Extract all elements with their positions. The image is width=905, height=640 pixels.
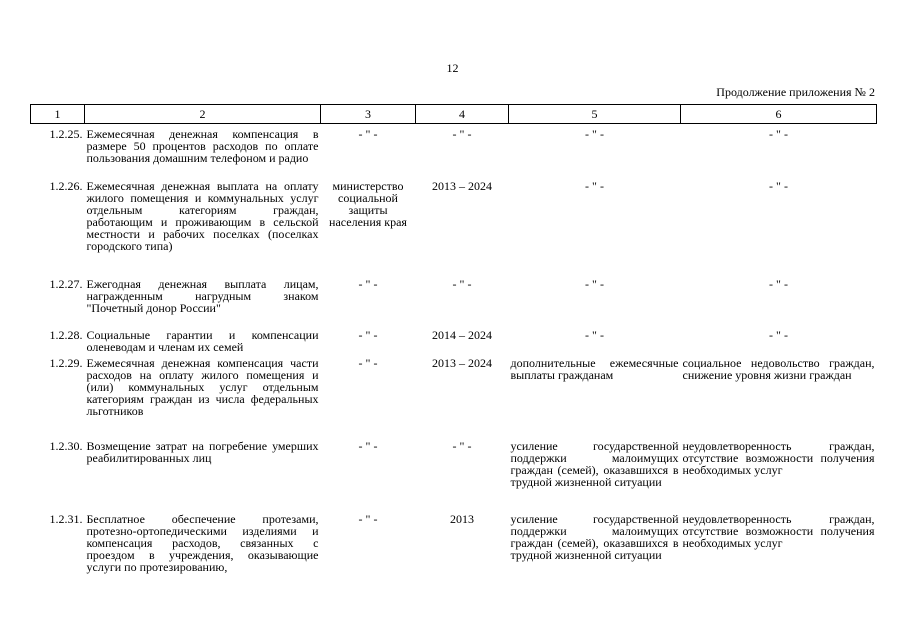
non-implementation-consequences: - " - (769, 328, 788, 342)
column-header-1: 1 (31, 105, 85, 124)
non-implementation-consequences: неудовлетворенность граждан, отсутствие возможности получения необходимых услуг (682, 512, 875, 550)
responsible-executor: - " - (358, 512, 378, 526)
non-implementation-consequences: - " - (769, 179, 788, 193)
non-implementation-consequences: - " - (769, 127, 788, 141)
measure-name: Бесплатное обеспечение протезами, протезно-ортопедическими изделиями и компенсация расходов, связанных с проездом в учреждения, оказывающие услуги по протезированию, (86, 512, 319, 574)
measure-name: Возмещение затрат на погребение умерших реабилитированных лиц (86, 439, 319, 465)
non-implementation-consequences: - " - (769, 277, 788, 291)
appendix-continuation-note: Продолжение приложения № 2 (716, 85, 875, 99)
measure-name: Ежемесячная денежная выплата на оплату жилого помещения и коммунальных услуг отдельным категориям граждан, работающим и проживающим в сельской местности и рабочих поселках (поселках городского типа) (86, 179, 319, 253)
table-row (31, 512, 877, 573)
measure-name: Ежегодная денежная выплата лицам, награжденным нагрудным знаком "Почетный донор России" (86, 277, 319, 315)
expected-result: - " - (585, 277, 604, 291)
implementation-period: 2013 – 2024 (432, 356, 492, 370)
table-row (31, 440, 877, 512)
measure-name: Ежемесячная денежная компенсация в размере 50 процентов расходов по оплате пользования домашним телефоном и радио (86, 127, 319, 165)
table-row (31, 329, 877, 357)
expected-result: - " - (585, 179, 604, 193)
row-number: 1.2.26. (49, 179, 83, 193)
column-header-6: 6 (681, 105, 877, 124)
responsible-executor: министерство социальной защиты населения края (329, 179, 407, 229)
table-row (31, 180, 877, 278)
row-number: 1.2.30. (49, 439, 83, 453)
responsible-executor: - " - (358, 328, 378, 342)
responsible-executor: - " - (358, 277, 378, 291)
column-header-4: 4 (416, 105, 509, 124)
table-row (31, 124, 877, 181)
expected-result: усиление государственной поддержки малоимущих граждан (семей), оказавшихся в трудной жизненной ситуации (510, 512, 679, 562)
implementation-period: - " - (452, 277, 472, 291)
responsible-executor: - " - (358, 439, 378, 453)
implementation-period: - " - (452, 127, 472, 141)
table-header-row (31, 105, 877, 124)
expected-result: - " - (585, 328, 604, 342)
table-row (31, 278, 877, 329)
expected-result: дополнительные ежемесячные выплаты гражданам (510, 356, 679, 382)
non-implementation-consequences: социальное недовольство граждан, снижение уровня жизни граждан (682, 356, 875, 382)
expected-result: усиление государственной поддержки малоимущих граждан (семей), оказавшихся в трудной жизненной ситуации (510, 439, 679, 489)
non-implementation-consequences: неудовлетворенность граждан, отсутствие возможности получения необходимых услуг (682, 439, 875, 477)
responsible-executor: - " - (358, 127, 378, 141)
responsible-executor: - " - (358, 356, 378, 370)
implementation-period: - " - (452, 439, 472, 453)
program-measures-table (30, 104, 877, 573)
row-number: 1.2.25. (49, 127, 83, 141)
column-header-5: 5 (509, 105, 681, 124)
column-header-3: 3 (321, 105, 416, 124)
row-number: 1.2.29. (49, 356, 83, 370)
expected-result: - " - (585, 127, 604, 141)
implementation-period: 2013 – 2024 (432, 179, 492, 193)
column-header-2: 2 (85, 105, 321, 124)
implementation-period: 2013 (450, 512, 474, 526)
row-number: 1.2.31. (49, 512, 83, 526)
row-number: 1.2.28. (49, 328, 83, 342)
measure-name: Социальные гарантии и компенсации оленеводам и членам их семей (86, 328, 319, 354)
row-number: 1.2.27. (49, 277, 83, 291)
page-number: 12 (446, 61, 459, 75)
measure-name: Ежемесячная денежная компенсация части расходов на оплату жилого помещения и (или) коммунальных услуг отдельным категориям граждан из числа федеральных льготников (86, 356, 319, 418)
implementation-period: 2014 – 2024 (432, 328, 492, 342)
table-row (31, 357, 877, 440)
